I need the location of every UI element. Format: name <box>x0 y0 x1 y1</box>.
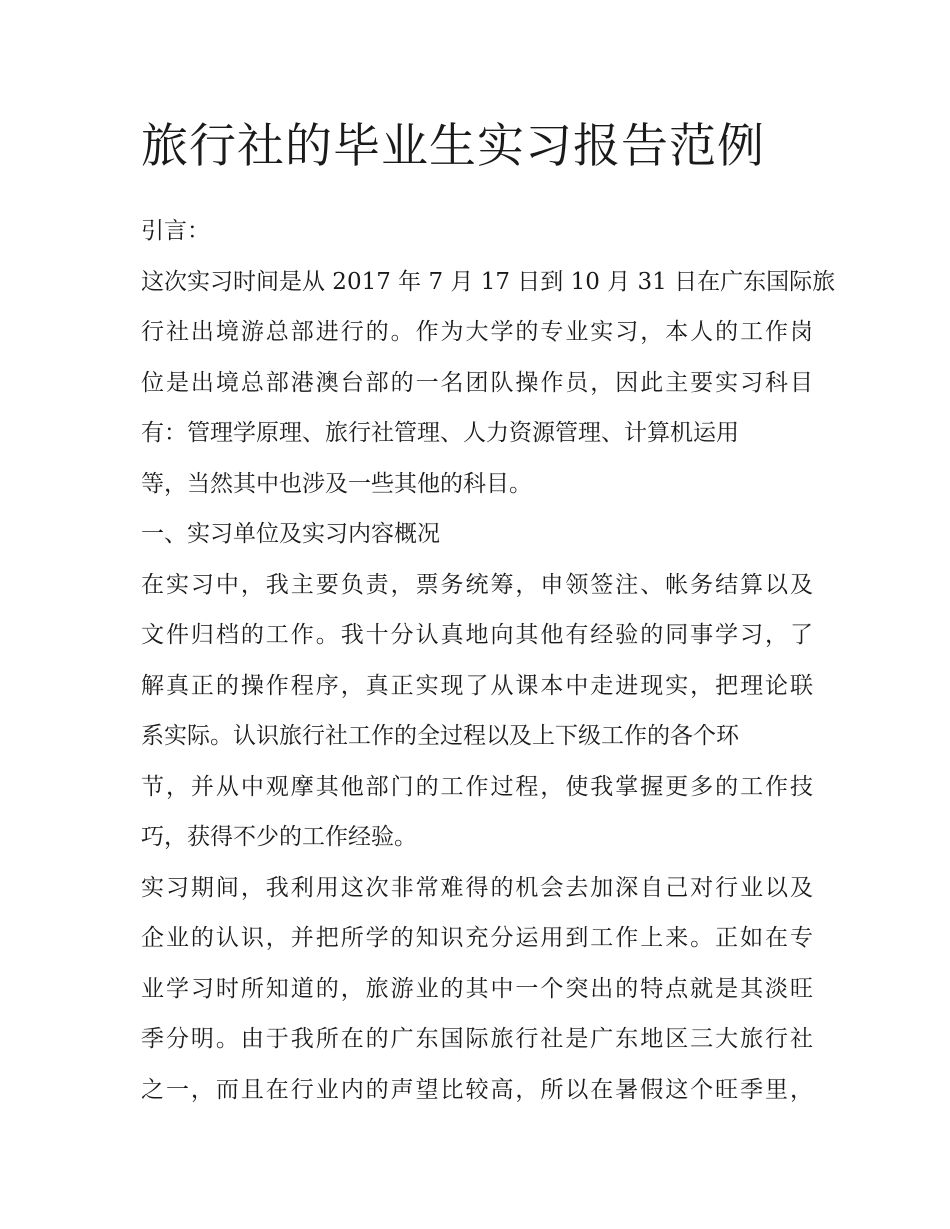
paragraph-line: 实习期间，我利用这次非常难得的机会去加深自己对行业以及 <box>141 874 813 901</box>
paragraph-line: 行社出境游总部进行的。作为大学的专业实习，本人的工作岗 <box>141 319 813 345</box>
document-title: 旅行社的毕业生实习报告范例 <box>141 119 765 174</box>
paragraph-line: 之一，而且在行业内的声望比较高，所以在暑假这个旺季里， <box>141 1076 813 1103</box>
paragraph-line: 文件归档的工作。我十分认真地向其他有经验的同事学习，了 <box>141 622 813 648</box>
paragraph-line: 有：管理学原理、旅行社管理、人力资源管理、计算机运用 <box>141 420 739 446</box>
document-body <box>141 112 836 1115</box>
paragraph-line: 在实习中，我主要负责，票务统筹，申领签注、帐务结算以及 <box>141 571 813 598</box>
section-heading: 一、实习单位及实习内容概况 <box>141 521 440 547</box>
paragraph-line: 解真正的操作程序，真正实现了从课本中走进现实，把理论联 <box>141 672 813 699</box>
paragraph-line: 巧，获得不少的工作经验。 <box>141 824 417 850</box>
paragraph-line: 节，并从中观摩其他部门的工作过程，使我掌握更多的工作技 <box>141 773 813 800</box>
paragraph-line: 等，当然其中也涉及一些其他的科目。 <box>141 470 532 497</box>
paragraph-line: 位是出境总部港澳台部的一名团队操作员，因此主要实习科目 <box>141 369 813 396</box>
paragraph-line: 这次实习时间是从 2017 年 7 月 17 日到 10 月 31 日在广东国际旅 <box>141 268 836 295</box>
paragraph-line: 业学习时所知道的，旅游业的其中一个突出的特点就是其淡旺 <box>141 975 813 1002</box>
paragraph-line: 季分明。由于我所在的广东国际旅行社是广东地区三大旅行社 <box>141 1026 813 1052</box>
paragraph-line: 系实际。认识旅行社工作的全过程以及上下级工作的各个环 <box>141 723 739 749</box>
preface-heading: 引言： <box>141 218 210 244</box>
paragraph-line: 企业的认识，并把所学的知识充分运用到工作上来。正如在专 <box>141 925 813 951</box>
